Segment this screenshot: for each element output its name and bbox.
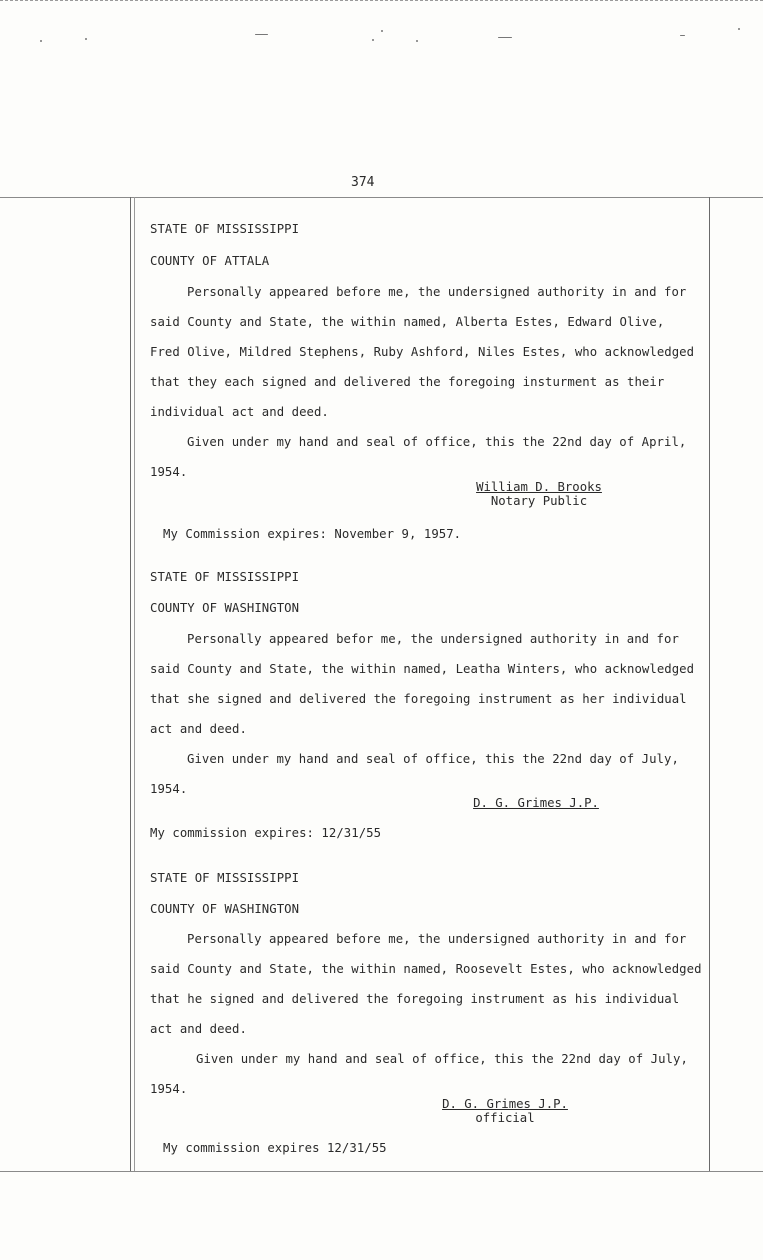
section-1-body-line: said County and State, the within named, Alberta Estes, Edward Olive, [150, 315, 665, 329]
section-2-state: STATE OF MISSISSIPPI [150, 570, 300, 584]
section-2-signature [456, 796, 616, 810]
section-3-body-line: Personally appeared before me, the undersigned authority in and for [187, 932, 687, 946]
section-2-year: 1954. [150, 782, 188, 796]
scan-speck [255, 34, 268, 35]
scan-speck [416, 40, 418, 42]
left-margin-rule [130, 197, 131, 1171]
section-1-county: COUNTY OF ATTALA [150, 254, 270, 268]
left-margin-rule-inner [134, 197, 135, 1171]
scan-speck [85, 38, 87, 40]
section-3-body-line: that he signed and delivered the foregoing instrument as his individual [150, 992, 680, 1006]
scan-speck [498, 37, 512, 38]
section-2-body-line: Personally appeared befor me, the undersigned authority in and for [187, 632, 679, 646]
signature-title: Notary Public [490, 494, 588, 508]
signature-name: D. G. Grimes J.P. [473, 796, 599, 810]
top-dashed-border [0, 0, 763, 1]
section-1-body-line: Personally appeared before me, the undersigned authority in and for [187, 285, 687, 299]
section-2-commission: My commission expires: 12/31/55 [150, 826, 382, 840]
section-2-county: COUNTY OF WASHINGTON [150, 601, 300, 615]
section-2-given: Given under my hand and seal of office, this the 22nd day of July, [187, 752, 679, 766]
signature-name: William D. Brooks [476, 480, 602, 494]
section-2-body-line: said County and State, the within named, Leatha Winters, who acknowledged [150, 662, 695, 676]
section-1-signature [464, 480, 614, 508]
scan-speck [738, 28, 740, 30]
section-1-given: Given under my hand and seal of office, this the 22nd day of April, [187, 435, 687, 449]
section-3-year: 1954. [150, 1082, 188, 1096]
section-3-given: Given under my hand and seal of office, this the 22nd day of July, [196, 1052, 688, 1066]
right-margin-rule [709, 197, 710, 1171]
scan-speck [680, 35, 685, 36]
section-3-signature [420, 1097, 590, 1125]
signature-name: D. G. Grimes J.P. [442, 1097, 568, 1111]
scan-speck [40, 40, 42, 42]
page-number: 374 [351, 175, 375, 190]
section-3-county: COUNTY OF WASHINGTON [150, 902, 300, 916]
section-1-body-line: individual act and deed. [150, 405, 329, 419]
section-1-commission: My Commission expires: November 9, 1957. [163, 527, 462, 541]
section-1-year: 1954. [150, 465, 188, 479]
section-3-body-line: act and deed. [150, 1022, 247, 1036]
section-1-body-line: Fred Olive, Mildred Stephens, Ruby Ashford, Niles Estes, who acknowledged [150, 345, 695, 359]
section-1-body-line: that they each signed and delivered the foregoing insturment as their [150, 375, 665, 389]
section-3-body-line: said County and State, the within named, Roosevelt Estes, who acknowledged [150, 962, 702, 976]
ledger-top-rule [0, 197, 763, 198]
section-1-state: STATE OF MISSISSIPPI [150, 222, 300, 236]
scan-speck [372, 39, 374, 41]
ledger-bottom-rule [0, 1171, 763, 1172]
section-2-body-line: that she signed and delivered the foregoing instrument as her individual [150, 692, 687, 706]
section-3-commission: My commission expires 12/31/55 [163, 1141, 387, 1155]
section-3-state: STATE OF MISSISSIPPI [150, 871, 300, 885]
scan-speck [381, 30, 383, 32]
signature-title: official [475, 1111, 535, 1125]
section-2-body-line: act and deed. [150, 722, 247, 736]
